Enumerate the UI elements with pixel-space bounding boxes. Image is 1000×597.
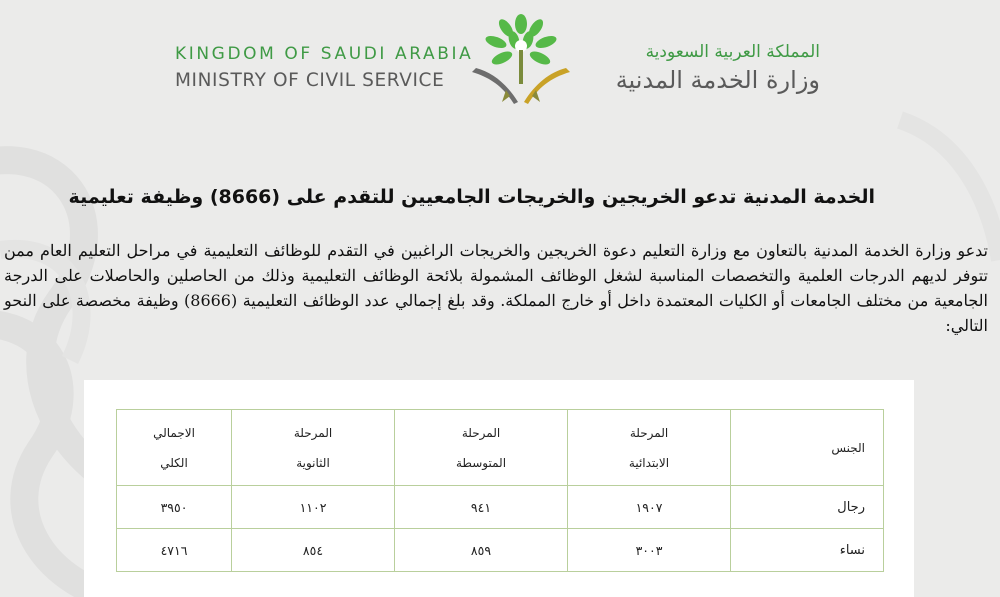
header-primary-line2: الابتدائية (628, 455, 670, 470)
header-intermediate-line1: المرحلة (461, 425, 501, 440)
announcement-title: الخدمة المدنية تدعو الخريجين والخريجات الجامعيين للتقدم على (8666) وظيفة تعليمية (68, 186, 875, 208)
ministry-name-english: MINISTRY OF CIVIL SERVICE (175, 70, 445, 91)
country-name-arabic: المملكة العربية السعودية (645, 42, 820, 62)
header-total-line1: الاجمالي (153, 425, 195, 440)
cell-secondary: ١١٠٢ (232, 486, 395, 529)
table-header-row (117, 410, 884, 486)
header-intermediate (395, 410, 568, 486)
cell-intermediate: ٩٤١ (395, 486, 568, 529)
header-primary (568, 410, 731, 486)
country-name-english: KINGDOM OF SAUDI ARABIA (175, 44, 474, 64)
cell-primary: ١٩٠٧ (568, 486, 731, 529)
header-total (117, 410, 232, 486)
cell-total: ٣٩٥٠ (117, 486, 232, 529)
letterhead (0, 0, 1000, 120)
table-row-men (117, 486, 884, 529)
cell-gender: نساء (731, 529, 884, 572)
header-primary-line1: المرحلة (629, 425, 669, 440)
cell-secondary: ٨٥٤ (232, 529, 395, 572)
cell-total: ٤٧١٦ (117, 529, 232, 572)
cell-primary: ٣٠٠٣ (568, 529, 731, 572)
header-secondary-line2: الثانوية (296, 455, 330, 470)
ministry-name-arabic: وزارة الخدمة المدنية (615, 66, 820, 94)
cell-gender: رجال (731, 486, 884, 529)
jobs-table-panel (84, 380, 914, 597)
header-secondary (232, 410, 395, 486)
table-row-women (117, 529, 884, 572)
announcement-body: تدعو وزارة الخدمة المدنية بالتعاون مع وزارة التعليم دعوة الخريجين والخريجات الراغبين في التقدم للوظائف التعليمية في مراحل التعليم العام ممن تتوفر لديهم الدرجات العلمية والتخصصات المناسبة لشغل الوظائف المشمولة بلائحة الوظائف التعليمية وذلك من الحاصلين والحاصلات على الدرجة الجامعية من مختلف الجامعات أو الكليات المعتمدة داخل أو خارج المملكة. وقد بلغ إجمالي عدد الوظائف التعليمية (8666) وظيفة مخصصة على النحو التالي: (4, 241, 988, 335)
header-gender: الجنس (731, 410, 884, 486)
palm-tree-logo-icon (462, 10, 580, 110)
header-intermediate-line2: المتوسطة (455, 455, 507, 470)
header-secondary-line1: المرحلة (293, 425, 333, 440)
header-total-line2: الكلي (160, 455, 188, 470)
cell-intermediate: ٨٥٩ (395, 529, 568, 572)
jobs-distribution-table (116, 409, 884, 572)
